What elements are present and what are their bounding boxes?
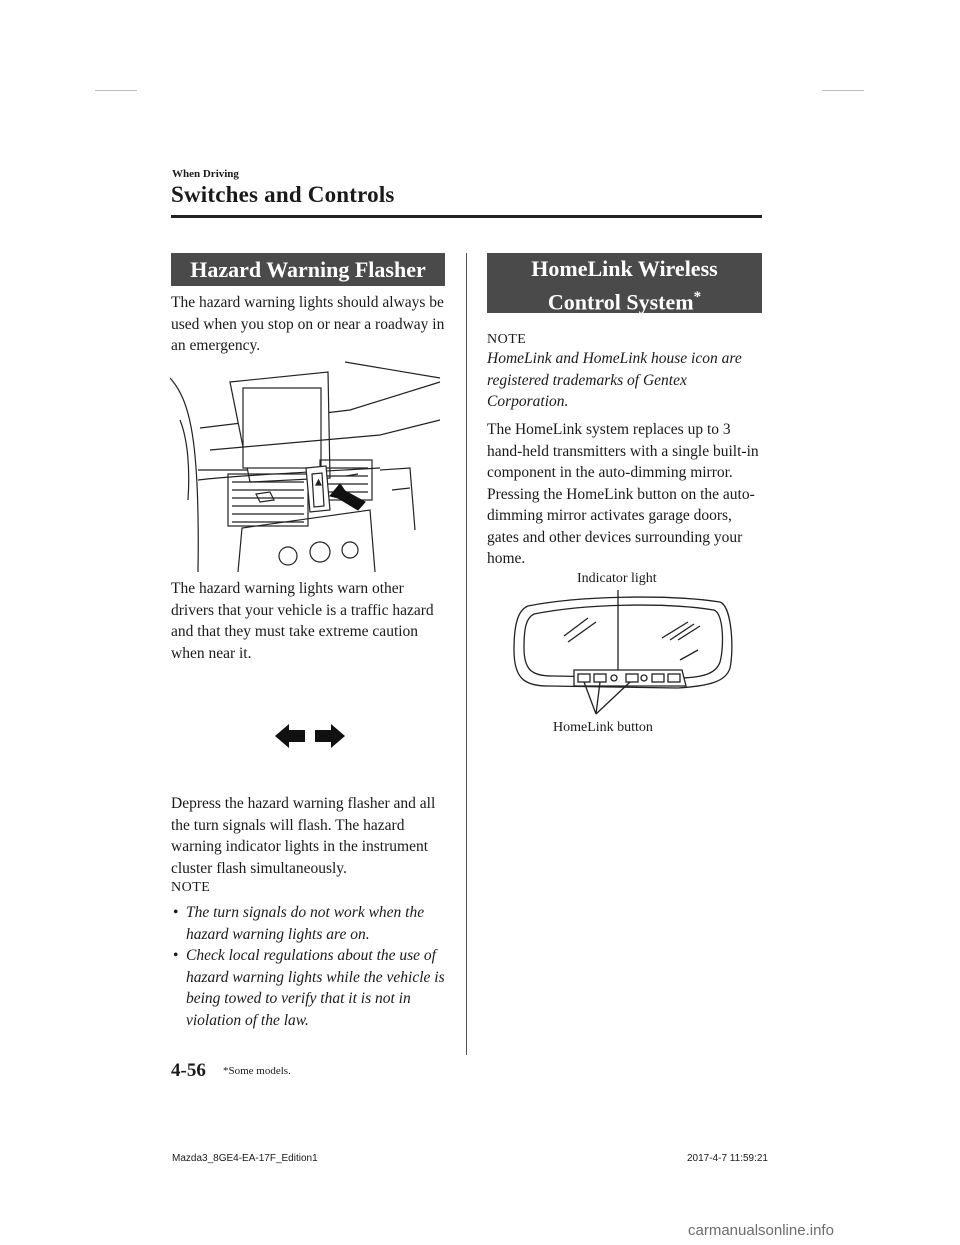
title-rule bbox=[171, 215, 762, 218]
page-number: 4-56 bbox=[171, 1060, 206, 1081]
turn-signal-arrows-icon bbox=[275, 722, 345, 750]
dashboard-hazard-illustration bbox=[170, 360, 445, 572]
crop-mark-top-right bbox=[822, 90, 864, 91]
mirror-homelink-illustration bbox=[508, 590, 738, 720]
hazard-intro-paragraph: The hazard warning lights should always be used when you stop on or near a roadway in an emergency. bbox=[171, 294, 445, 354]
column-divider bbox=[466, 253, 467, 1055]
homelink-intro-paragraph: The HomeLink system replaces up to 3 hand-held transmitters with a single built-in component in the auto-dimming mirror. Pressing the HomeLink button on the auto-dimming mirror activates garage doors, gates and other devices surrounding your home. bbox=[487, 421, 759, 567]
list-item: • Check local regulations about the use of hazard warning lights while the vehicle is being towed to verify that it is not in violation of the law. bbox=[173, 947, 445, 1029]
hazard-operation-paragraph: Depress the hazard warning flasher and all the turn signals will flash. The hazard warning indicator lights in the instrument cluster flash simultaneously. bbox=[171, 795, 436, 877]
section-label: When Driving bbox=[172, 168, 239, 180]
footnote: *Some models. bbox=[223, 1065, 291, 1077]
list-item: • The turn signals do not work when the hazard warning lights are on. bbox=[173, 904, 425, 943]
hazard-note-label: NOTE bbox=[171, 880, 211, 895]
indicator-light-label: Indicator light bbox=[577, 571, 657, 586]
page-title: Switches and Controls bbox=[171, 182, 395, 207]
hazard-note-list bbox=[171, 902, 447, 1031]
crop-mark-top-left bbox=[95, 90, 137, 91]
homelink-banner: HomeLink Wireless Control System* bbox=[487, 253, 762, 313]
print-timestamp: 2017-4-7 11:59:21 bbox=[687, 1153, 768, 1164]
homelink-button-label: HomeLink button bbox=[553, 720, 653, 735]
hazard-banner: Hazard Warning Flasher bbox=[171, 253, 445, 286]
homelink-note-label: NOTE bbox=[487, 332, 527, 347]
homelink-trademark-note: HomeLink and HomeLink house icon are registered trademarks of Gentex Corporation. bbox=[487, 350, 742, 410]
pointer-arrow bbox=[330, 484, 365, 510]
hazard-warning-paragraph: The hazard warning lights warn other drivers that your vehicle is a traffic hazard and that they must take extreme caution when near it. bbox=[171, 580, 434, 662]
watermark: carmanualsonline.info bbox=[688, 1222, 834, 1239]
edition-label: Mazda3_8GE4-EA-17F_Edition1 bbox=[172, 1153, 318, 1164]
